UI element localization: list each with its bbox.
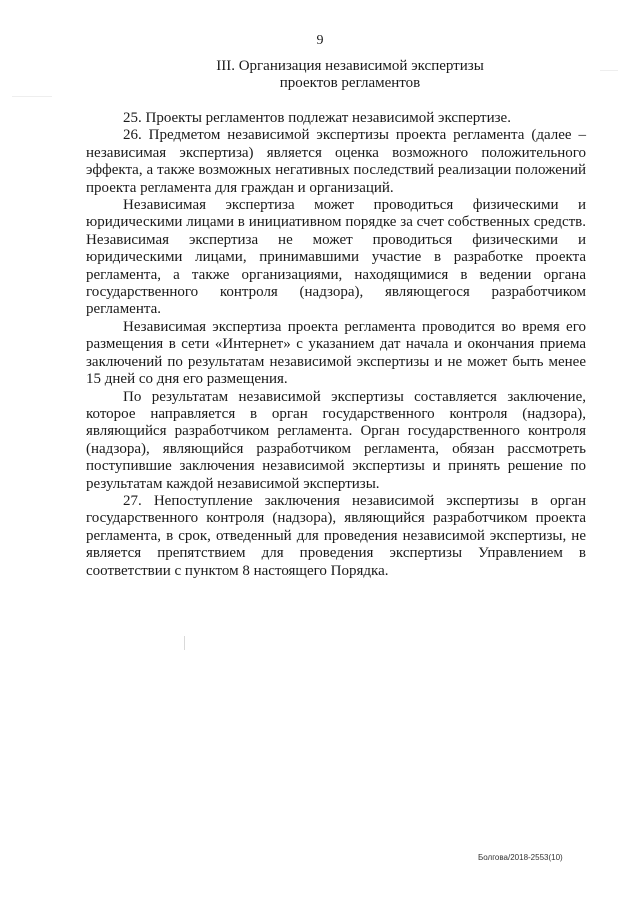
scan-artifact (600, 70, 618, 71)
page-number: 9 (316, 33, 324, 48)
scan-artifact (184, 636, 185, 650)
document-footer-code: Болгова/2018-2553(10) (478, 853, 563, 862)
section-heading-line-1: III. Организация независимой экспертизы (216, 58, 484, 74)
paragraph-26: 26. Предметом независимой экспертизы проекта регламента (далее – независимая экспертиза) является оценка возможного положительного эффекта, а также возможных негативных последствий реализации положений проекта регламента для граждан и организаций. (86, 127, 586, 196)
section-heading (150, 58, 550, 92)
document-body (86, 110, 586, 580)
section-heading-line-2: проектов регламентов (279, 75, 421, 91)
paragraph-independent-expertise-who: Независимая экспертиза может проводиться физическими и юридическими лицами в инициативном порядке за счет собственных средств. Независимая экспертиза не может проводиться физическими и юридическими лицами, принимавшими участие в разработке проекта регламента, а также организациями, находящимися в ведении органа государственного контроля (надзора), являющегося разработчиком регламента. (86, 197, 586, 318)
paragraph-independent-expertise-timing: Независимая экспертиза проекта регламента проводится во время его размещения в сети «Интернет» с указанием дат начала и окончания приема заключений по результатам независимой экспертизы и не может быть менее 15 дней со дня его размещения. (86, 318, 586, 388)
paragraph-27: 27. Непоступление заключения независимой экспертизы в орган государственного контроля (надзора), являющийся разработчиком проекта регламента, в срок, отведенный для проведения независимой экспертизы, не является препятствием для проведения экспертизы Управлением в соответствии с пунктом 8 настоящего Порядка. (86, 492, 586, 579)
paragraph-expertise-conclusion: По результатам независимой экспертизы составляется заключение, которое направляется в орган государственного контроля (надзора), являющийся разработчиком регламента. Орган государственного контроля (надзора), являющийся разработчиком регламента, обязан рассмотреть поступившие заключения независимой экспертизы и принять решение по результатам каждой независимой экспертизы. (86, 388, 586, 492)
scan-artifact (12, 96, 52, 97)
paragraph-25: 25. Проекты регламентов подлежат независимой экспертизе. (123, 110, 511, 126)
